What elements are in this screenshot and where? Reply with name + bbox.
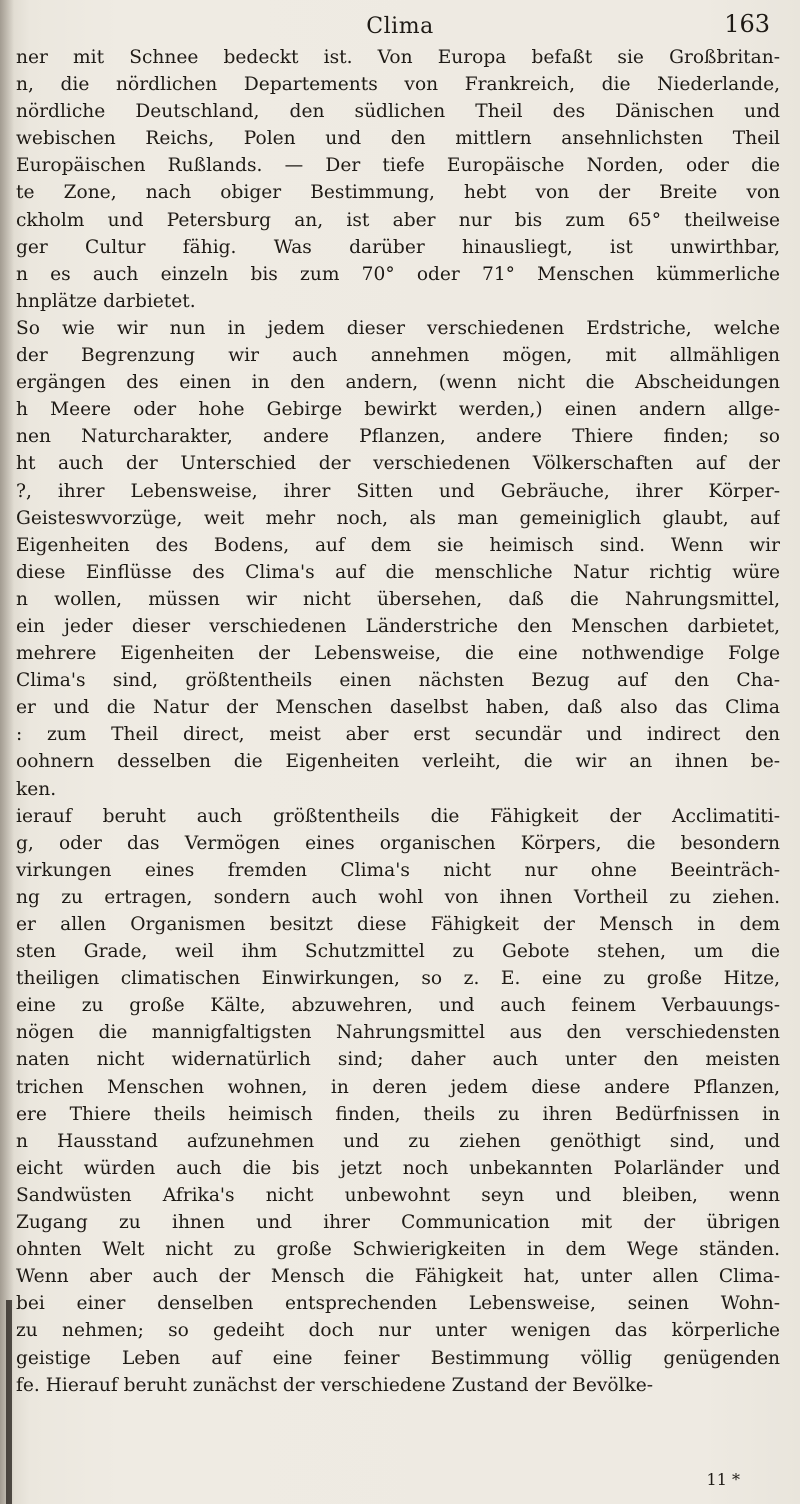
page-number: 163 [724, 10, 770, 38]
text-line: ierauf beruht auch größtentheils die Fähigkeit der Acclimatiti- [16, 805, 780, 827]
text-line: n Hausstand aufzunehmen und zu ziehen genöthigt sind, und [16, 1130, 780, 1152]
text-line: mehrere Eigenheiten der Lebensweise, die eine nothwendige Folge [16, 643, 780, 665]
text-line: trichen Menschen wohnen, in deren jedem diese andere Pflanzen, [16, 1076, 780, 1098]
text-line: h Meere oder hohe Gebirge bewirkt werden,) einen andern allge- [16, 399, 780, 421]
text-line: eicht würden auch die bis jetzt noch unbekannten Polarländer und [16, 1157, 780, 1179]
text-line: sten Grade, weil ihm Schutzmittel zu Gebote stehen, um die [16, 941, 780, 963]
body-text [16, 44, 780, 1399]
binding-edge-mark [6, 1300, 12, 1504]
text-line: Clima's sind, größtentheils einen nächsten Bezug auf den Cha- [16, 670, 780, 692]
text-line: So wie wir nun in jedem dieser verschiedenen Erdstriche, welche [16, 317, 780, 339]
text-line: Eigenheiten des Bodens, auf dem sie heimisch sind. Wenn wir [16, 534, 780, 556]
text-line: fe. Hierauf beruht zunächst der verschiedene Zustand der Bevölke- [16, 1374, 654, 1396]
text-line: oohnern desselben die Eigenheiten verleiht, die wir an ihnen be- [16, 751, 780, 773]
page-header [0, 8, 800, 40]
text-line: er allen Organismen besitzt diese Fähigkeit der Mensch in dem [16, 914, 780, 935]
text-line: nögen die mannigfaltigsten Nahrungsmittel aus den verschiedensten [16, 1022, 780, 1044]
text-line: theiligen climatischen Einwirkungen, so z. E. eine zu große Hitze, [16, 968, 780, 990]
text-line: webischen Reichs, Polen und den mittlern ansehnlichsten Theil [16, 128, 780, 150]
text-line: zu nehmen; so gedeiht doch nur unter wenigen das körperliche [16, 1320, 780, 1342]
text-line: ein jeder dieser verschiedenen Länderstriche den Menschen darbietet, [16, 615, 780, 637]
text-line: ckholm und Petersburg an, ist aber nur bis zum 65° theilweise [16, 209, 780, 231]
text-line: te Zone, nach obiger Bestimmung, hebt von der Breite von [16, 182, 780, 204]
text-line: Europäischen Rußlands. — Der tiefe Europäische Norden, oder die [16, 155, 780, 177]
text-line: n, die nördlichen Departements von Frankreich, die Niederlande, [16, 74, 780, 96]
text-line: bei einer denselben entsprechenden Lebensweise, seinen Wohn- [16, 1293, 780, 1315]
text-line: virkungen eines fremden Clima's nicht nur ohne Beeinträch- [16, 859, 780, 881]
text-line: ere Thiere theils heimisch finden, theils zu ihren Bedürfnissen in [16, 1103, 780, 1125]
text-line: Zugang zu ihnen und ihrer Communication mit der übrigen [16, 1212, 780, 1234]
text-line: Sandwüsten Afrika's nicht unbewohnt seyn und bleiben, wenn [16, 1184, 780, 1206]
text-line: ken. [16, 778, 57, 800]
text-line: der Begrenzung wir auch annehmen mögen, mit allmähligen [16, 345, 780, 367]
text-line: g, oder das Vermögen eines organischen Körpers, die besondern [16, 832, 780, 854]
text-line: ohnten Welt nicht zu große Schwierigkeiten in dem Wege ständen. [16, 1239, 780, 1261]
text-line: ?, ihrer Lebensweise, ihrer Sitten und Gebräuche, ihrer Körper- [16, 480, 780, 502]
text-line: Wenn aber auch der Mensch die Fähigkeit hat, unter allen Clima- [16, 1266, 780, 1288]
running-head: Clima [366, 14, 434, 39]
text-line: naten nicht widernatürlich sind; daher auch unter den meisten [16, 1049, 780, 1071]
binding-gutter-shadow [0, 0, 14, 1504]
text-line: hnplätze darbietet. [16, 290, 196, 312]
text-line: eine zu große Kälte, abzuwehren, und auch feinem Verbauungs- [16, 995, 780, 1017]
signature-mark: 11 * [706, 1470, 740, 1489]
text-line: ner mit Schnee bedeckt ist. Von Europa befaßt sie Großbritan- [16, 47, 780, 68]
text-line: diese Einflüsse des Clima's auf die menschliche Natur richtig würe [16, 561, 780, 583]
text-line: nen Naturcharakter, andere Pflanzen, andere Thiere finden; so [16, 426, 780, 448]
text-line: Geisteswvorzüge, weit mehr noch, als man gemeiniglich glaubt, auf [16, 507, 780, 529]
text-line: geistige Leben auf eine feiner Bestimmung völlig genügenden [16, 1347, 780, 1369]
text-line: nördliche Deutschland, den südlichen Theil des Dänischen und [16, 101, 780, 123]
text-line: n es auch einzeln bis zum 70° oder 71° Menschen kümmerliche [16, 263, 780, 285]
text-line: ger Cultur fähig. Was darüber hinausliegt, ist unwirthbar, [16, 236, 780, 258]
text-line: : zum Theil direct, meist aber erst secundär und indirect den [16, 724, 780, 746]
text-line: ht auch der Unterschied der verschiedenen Völkerschaften auf der [16, 453, 780, 475]
text-line: er und die Natur der Menschen daselbst haben, daß also das Clima [16, 697, 780, 719]
text-line: ng zu ertragen, sondern auch wohl von ihnen Vortheil zu ziehen. [16, 886, 780, 908]
text-line: n wollen, müssen wir nicht übersehen, daß die Nahrungsmittel, [16, 588, 780, 610]
text-line: ergängen des einen in den andern, (wenn nicht die Abscheidungen [16, 372, 780, 394]
